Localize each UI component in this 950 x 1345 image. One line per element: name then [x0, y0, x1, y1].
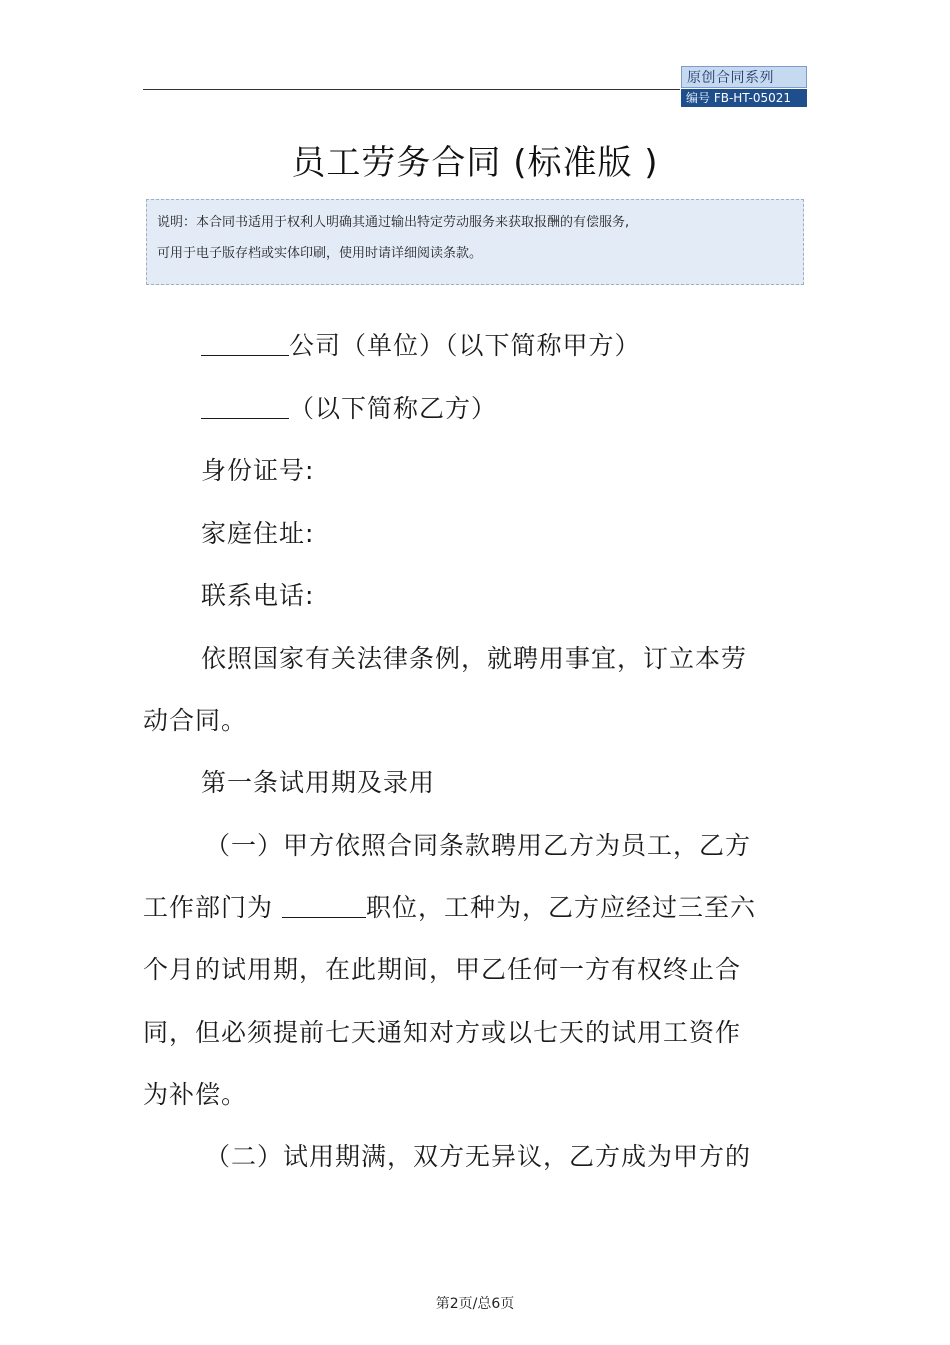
party-a-blank	[201, 332, 289, 356]
page-number: 第2页/总6页	[435, 1296, 515, 1312]
position-blank	[282, 894, 366, 918]
department-label: 工作部门为	[143, 893, 274, 922]
clause-1-line-1: （一）甲方依照合同条款聘用乙方为员工，乙方	[205, 831, 752, 860]
header-divider	[143, 89, 680, 90]
clause-2-line-1: （二）试用期满，双方无异议，乙方成为甲方的	[205, 1142, 752, 1171]
document-title: 员工劳务合同 (标准版 )	[291, 143, 659, 183]
article-1-heading: 第一条试用期及录用	[201, 768, 436, 797]
clause-1-line-2	[143, 893, 756, 923]
preamble-line-2: 动合同。	[143, 706, 248, 735]
party-b-blank	[201, 395, 289, 419]
clause-1-line-3: 个月的试用期，在此期间，甲乙任何一方有权终止合	[143, 955, 742, 984]
usage-note-line-1: 说明：本合同书适用于权利人明确其通过输出特定劳动服务来获取报酬的有偿服务,	[157, 215, 630, 230]
position-label: 职位，工种为，乙方应经过三至六	[365, 893, 756, 922]
id-number-label: 身份证号:	[201, 456, 315, 485]
series-title: 原创合同系列	[681, 66, 807, 88]
party-b-label: （以下简称乙方）	[289, 394, 498, 423]
address-label: 家庭住址:	[201, 519, 315, 548]
clause-1-line-5: 为补偿。	[143, 1080, 248, 1109]
series-code: 编号 FB-HT-05021	[681, 89, 807, 107]
phone-label: 联系电话:	[201, 581, 315, 610]
party-a-label: 公司（单位）（以下简称甲方）	[289, 331, 641, 360]
party-b-line	[201, 394, 497, 424]
clause-1-line-4: 同，但必须提前七天通知对方或以七天的试用工资作	[143, 1018, 742, 1047]
series-badge	[681, 66, 807, 107]
usage-note	[146, 199, 804, 285]
party-a-line	[201, 331, 641, 361]
preamble-line-1: 依照国家有关法律条例，就聘用事宜，订立本劳	[201, 644, 748, 673]
usage-note-line-2: 可用于电子版存档或实体印刷，使用时请详细阅读条款。	[157, 246, 483, 261]
